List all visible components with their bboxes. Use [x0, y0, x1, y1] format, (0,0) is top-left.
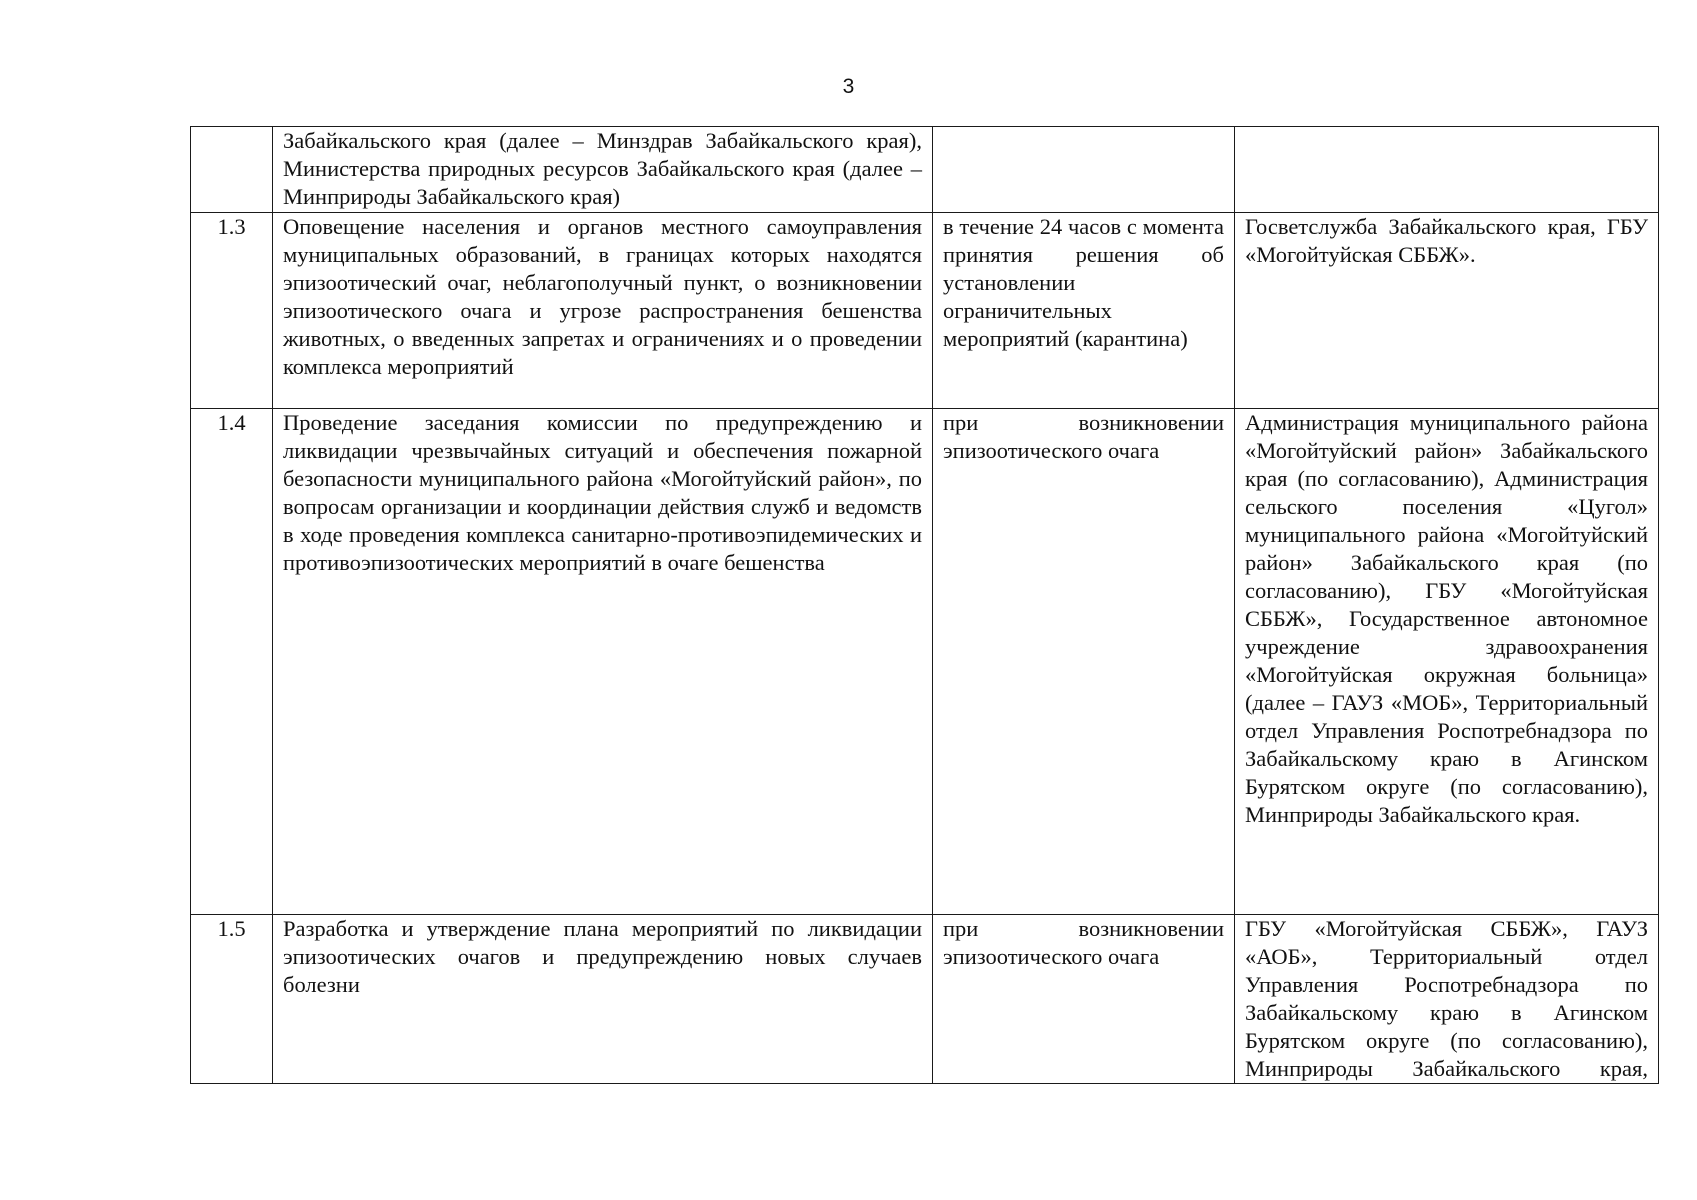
term-cell [933, 127, 1235, 213]
table-row [191, 915, 1659, 1084]
term-cell: при возникновении эпизоотического очага [933, 409, 1235, 915]
responsible-cell [1235, 127, 1659, 213]
table-row [191, 409, 1659, 915]
description-cell: Оповещение населения и органов местного самоуправления муниципальных образований, в границах которых находятся эпизоотический очаг, неблагополучный пункт, о возникновении эпизоотического очага и угрозе распространения бешенства животных, о введенных запретах и ограничениях и о проведении комплекса мероприятий [273, 213, 933, 409]
responsible-cell: Администрация муниципального района «Могойтуйский район» Забайкальского края (по согласованию), Администрация сельского поселения «Цугол» муниципального района «Могойтуйский район» Забайкальского края (по согласованию), ГБУ «Могойтуйская СББЖ», Государственное автономное учреждение здравоохранения «Могойтуйская окружная больница» (далее – ГАУЗ «МОБ», Территориальный отдел Управления Роспотребнадзора по Забайкальскому краю в Агинском Бурятском округе (по согласованию), Минприроды Забайкальского края. [1235, 409, 1659, 915]
page-number: 3 [842, 75, 855, 98]
term-cell: при возникновении эпизоотического очага [933, 915, 1235, 1084]
responsible-cell: ГБУ «Могойтуйская СББЖ», ГАУЗ «АОБ», Территориальный отдел Управления Роспотребнадзора по Забайкальскому краю в Агинском Бурятском округе (по согласованию), Минприроды Забайкальского края, [1235, 915, 1659, 1084]
description-cell: Проведение заседания комиссии по предупреждению и ликвидации чрезвычайных ситуаций и обеспечения пожарной безопасности муниципального района «Могойтуйский район», по вопросам организации и координации действия служб и ведомств в ходе проведения комплекса санитарно-противоэпидемических и противоэпизоотических мероприятий в очаге бешенства [273, 409, 933, 915]
description-cell: Забайкальского края (далее – Минздрав Забайкальского края), Министерства природных ресурсов Забайкальского края (далее – Минприроды Забайкальского края) [273, 127, 933, 213]
description-cell: Разработка и утверждение плана мероприятий по ликвидации эпизоотических очагов и предупреждению новых случаев болезни [273, 915, 933, 1084]
table-row [191, 213, 1659, 409]
row-number-cell: 1.4 [191, 409, 273, 915]
row-number-cell [191, 127, 273, 213]
measures-table [190, 126, 1659, 1084]
row-number-cell: 1.3 [191, 213, 273, 409]
table-row [191, 127, 1659, 213]
responsible-cell: Госветслужба Забайкальского края, ГБУ «Могойтуйская СББЖ». [1235, 213, 1659, 409]
term-cell: в течение 24 часов с момента принятия решения об установлении ограничительных мероприятий (карантина) [933, 213, 1235, 409]
row-number-cell: 1.5 [191, 915, 273, 1084]
